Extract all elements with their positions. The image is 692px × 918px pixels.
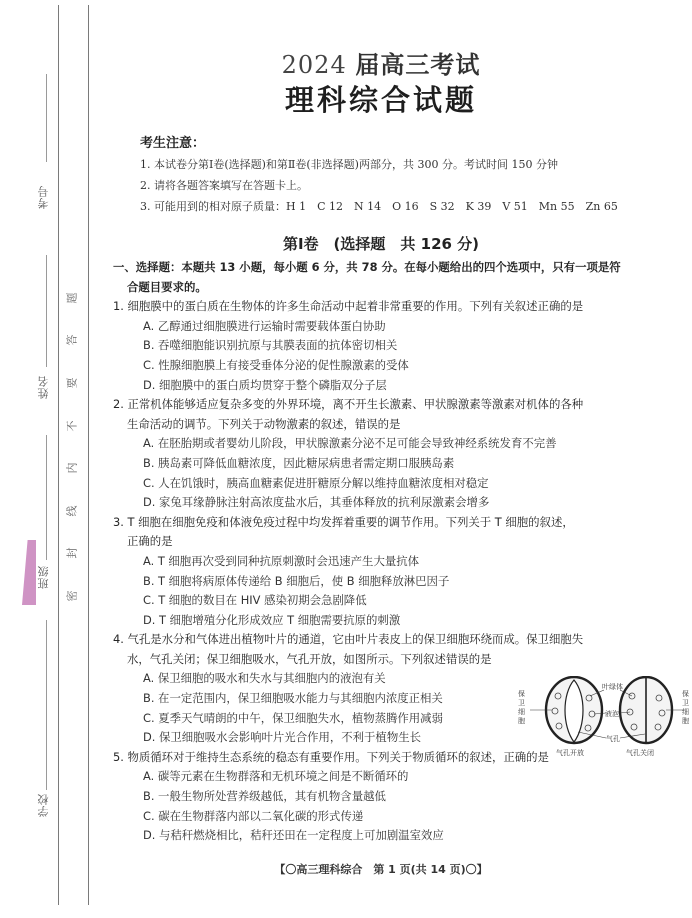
section-instruction: 一、选择题：本题共 13 小题，每小题 6 分，共 78 分。在每小题给出的四个选项中，只有一项是符 xyxy=(113,260,621,274)
option-a: A. T 细胞再次受到同种抗原刺激时会迅速产生大量抗体 xyxy=(143,553,420,568)
question-stem-cont: 正确的是 xyxy=(127,534,173,549)
option-d: D. 家兔耳缘静脉注射高浓度盐水后，其垂体释放的抗利尿激素会增多 xyxy=(143,495,490,510)
option-d: D. T 细胞增殖分化形成效应 T 细胞需要抗原的刺激 xyxy=(143,612,401,627)
label-stoma-closed: 气孔关闭 xyxy=(626,749,654,757)
question-stem: 4. 气孔是水分和气体进出植物叶片的通道，它由叶片表皮上的保卫细胞环绕而成。保卫细胞失 xyxy=(113,632,584,647)
margin-rule-inner xyxy=(88,5,89,905)
page-footer: 【〇高三理科综合 第 1 页(共 14 页)〇】 xyxy=(274,863,488,876)
option-c: C. T 细胞的数目在 HIV 感染初期会急剧降低 xyxy=(143,593,367,608)
option-b: B. 吞噬细胞能识别抗原与其膜表面的抗体密切相关 xyxy=(143,338,398,353)
question-stem: 3. T 细胞在细胞免疫和体液免疫过程中均发挥着重要的调节作用。下列关于 T 细胞的叙述， xyxy=(113,514,574,529)
question-1 xyxy=(113,297,685,395)
label-guard-cell-right: 保卫细胞 xyxy=(682,690,689,725)
option-a: A. 乙醇通过细胞膜进行运输时需要载体蛋白协助 xyxy=(143,318,386,333)
seal-char: 线 xyxy=(65,505,79,517)
name-fill-line xyxy=(46,255,47,367)
option-c: C. 碳在生物群落内部以二氧化碳的形式传递 xyxy=(143,808,364,823)
label-guard-cell-left: 保卫细胞 xyxy=(518,690,525,725)
question-stem: 2. 正常机体能够适应复杂多变的外界环境，离不开生长激素、甲状腺激素等激素对机体的各种 xyxy=(113,397,584,412)
seal-char: 答 xyxy=(65,334,79,346)
notice-title: 考生注意： xyxy=(140,136,206,151)
seal-char: 题 xyxy=(65,292,79,304)
option-b: B. 在一定范围内，保卫细胞吸水能力与其细胞内浓度正相关 xyxy=(143,691,443,706)
option-a: A. 在胚胎期或者婴幼儿阶段，甲状腺激素分泌不足可能会导致神经系统发育不完善 xyxy=(143,436,557,451)
label-stoma-open: 气孔开放 xyxy=(556,749,584,757)
exam-number-label: 考号 xyxy=(37,185,50,209)
option-d: D. 保卫细胞吸水会影响叶片光合作用，不利于植物生长 xyxy=(143,730,421,745)
label-stoma: 气孔 xyxy=(606,735,620,743)
class-label: 班级 xyxy=(37,565,50,589)
question-stem-cont: 水，气孔关闭；保卫细胞吸水，气孔开放，如图所示。下列叙述错误的是 xyxy=(127,651,492,666)
class-fill-line-bottom xyxy=(46,620,47,790)
notice-item: 1. 本试卷分第Ⅰ卷(选择题)和第Ⅱ卷(非选择题)两部分，共 300 分。考试时间 150 分钟 xyxy=(140,158,558,171)
question-3 xyxy=(113,513,685,631)
section-instruction-cont: 合题目要求的。 xyxy=(127,279,207,294)
exam-title xyxy=(0,45,692,80)
notice-item: 3. 可能用到的相对原子质量：H 1 C 12 N 14 O 16 S 32 K 39 V 51 Mn 55 Zn 65 xyxy=(140,200,618,213)
name-label: 姓名 xyxy=(37,375,50,399)
seal-char: 要 xyxy=(65,377,79,389)
section-title: 第Ⅰ卷 (选择题 共 126 分) xyxy=(282,235,480,253)
question-stem-cont: 生命活动的调节。下列关于动物激素的叙述，错误的是 xyxy=(127,416,401,431)
seal-char: 不 xyxy=(65,420,79,432)
highlight-mark xyxy=(22,540,36,605)
notice-item: 2. 请将各题答案填写在答题卡上。 xyxy=(140,179,308,192)
seal-char: 密 xyxy=(65,590,79,602)
option-c: C. 性腺细胞膜上有接受垂体分泌的促性腺激素的受体 xyxy=(143,357,409,372)
question-5 xyxy=(113,748,685,846)
option-a: A. 碳等元素在生物群落和无机环境之间是不断循环的 xyxy=(143,769,409,784)
option-b: B. T 细胞将病原体传递给 B 细胞后，使 B 细胞释放淋巴因子 xyxy=(143,573,450,588)
option-a: A. 保卫细胞的吸水和失水与其细胞内的液泡有关 xyxy=(143,671,386,686)
option-d: D. 与秸秆燃烧相比，秸秆还田在一定程度上可加剧温室效应 xyxy=(143,828,444,843)
question-2 xyxy=(113,395,685,513)
label-vacuole: 液泡 xyxy=(605,710,619,718)
seal-char: 封 xyxy=(65,547,79,559)
option-c: C. 夏季天气晴朗的中午，保卫细胞失水，植物蒸腾作用减弱 xyxy=(143,710,443,725)
school-label: 学校 xyxy=(37,793,50,817)
option-b: B. 胰岛素可降低血糖浓度，因此糖尿病患者需定期口服胰岛素 xyxy=(143,455,455,470)
exam-subject-title: 理科综合试题 xyxy=(284,83,477,117)
label-chloroplast: 叶绿体 xyxy=(602,683,623,691)
question-stem: 1. 细胞膜中的蛋白质在生物体的许多生命活动中起着非常重要的作用。下列有关叙述正确的是 xyxy=(113,299,584,314)
option-d: D. 细胞膜中的蛋白质均贯穿于整个磷脂双分子层 xyxy=(143,377,387,392)
candidate-notice xyxy=(140,133,618,217)
option-c: C. 人在饥饿时，胰高血糖素促进肝糖原分解以维持血糖浓度相对稳定 xyxy=(143,475,489,490)
exam-year: 2024 xyxy=(281,51,347,79)
stomata-diagram xyxy=(518,676,692,758)
margin-rule-outer xyxy=(58,5,59,905)
seal-char: 内 xyxy=(65,462,79,474)
class-fill-line-top xyxy=(46,435,47,560)
option-b: B. 一般生物所处营养级越低，其有机物含量越低 xyxy=(143,789,386,804)
exam-title-suffix: 届高三考试 xyxy=(355,51,481,79)
question-stem: 5. 物质循环对于维持生态系统的稳态有重要作用。下列关于物质循环的叙述，正确的是 xyxy=(113,749,549,764)
